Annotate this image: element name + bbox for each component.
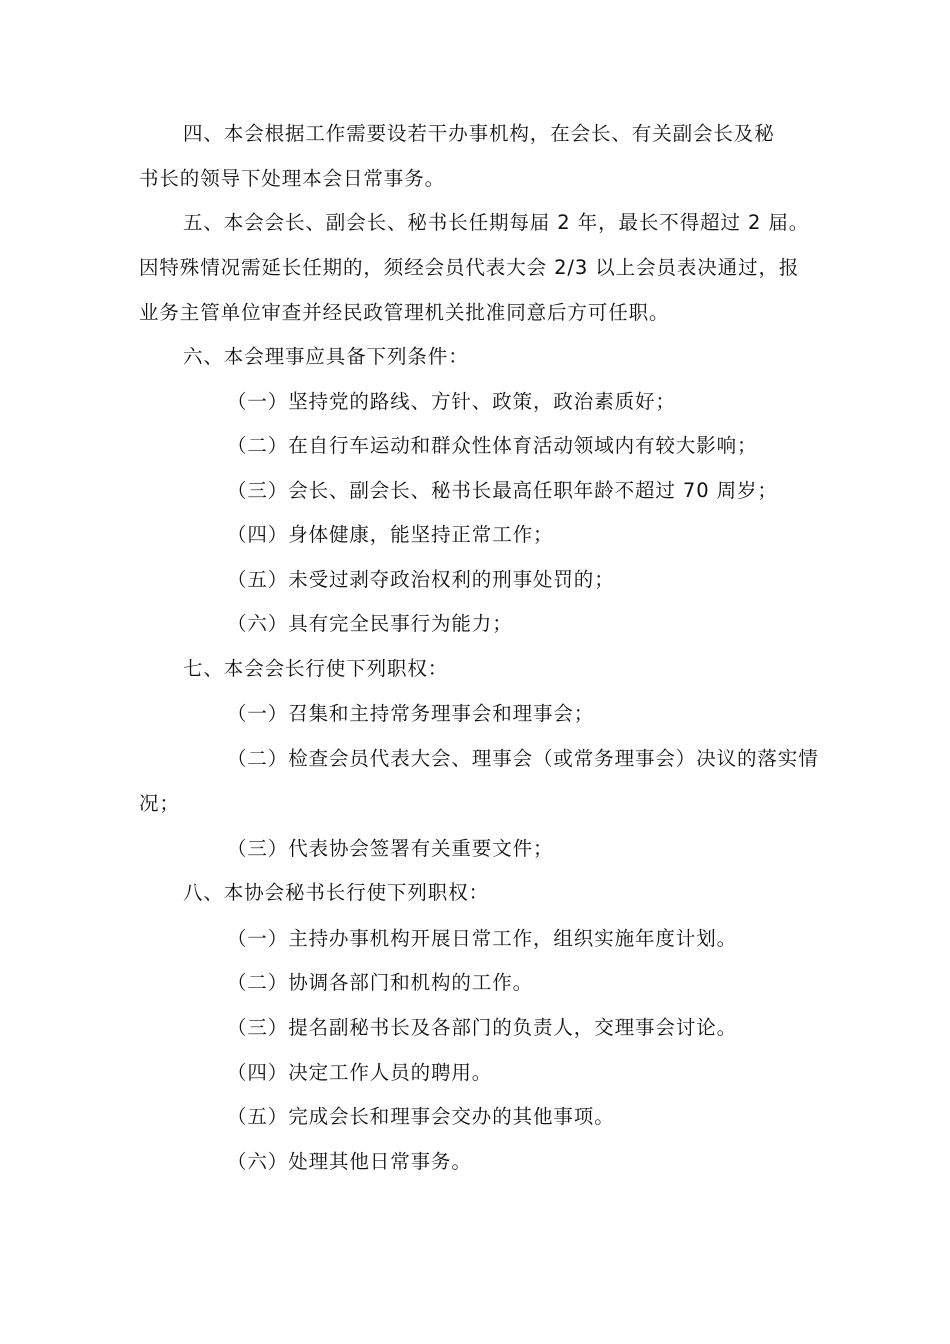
- section-heading: 六、本会理事应具备下列条件：: [183, 345, 469, 368]
- list-item: （三）会长、副会长、秘书长最高任职年龄不超过 70 周岁；: [227, 479, 778, 502]
- list-item: （一）坚持党的路线、方针、政策，政治素质好；: [227, 390, 676, 413]
- list-item: （四）决定工作人员的聘用。: [227, 1061, 493, 1084]
- paragraph-line: 五、本会会长、副会长、秘书长任期每届 2 年，最长不得超过 2 届。: [183, 211, 810, 234]
- list-item: （二）检查会员代表大会、理事会（或常务理事会）决议的落实情: [227, 747, 819, 770]
- paragraph-line: 书长的领导下处理本会日常事务。: [139, 167, 446, 190]
- list-item: （三）代表协会签署有关重要文件；: [227, 837, 554, 860]
- list-item: （六）处理其他日常事务。: [227, 1150, 472, 1173]
- list-item: （二）在自行车运动和群众性体育活动领域内有较大影响；: [227, 434, 758, 457]
- list-item: （三）提名副秘书长及各部门的负责人，交理事会讨论。: [227, 1016, 738, 1039]
- section-heading: 七、本会会长行使下列职权：: [183, 657, 449, 680]
- paragraph-line: 业务主管单位审查并经民政管理机关批准同意后方可任职。: [139, 301, 670, 324]
- paragraph-line: 因特殊情况需延长任期的，须经会员代表大会 2/3 以上会员表决通过，报: [139, 256, 800, 279]
- section-heading: 八、本协会秘书长行使下列职权：: [183, 881, 490, 904]
- list-item: （一）主持办事机构开展日常工作，组织实施年度计划。: [227, 927, 738, 950]
- paragraph-line: 四、本会根据工作需要设若干办事机构，在会长、有关副会长及秘: [183, 122, 775, 145]
- list-item: （四）身体健康，能坚持正常工作；: [227, 523, 554, 546]
- list-item: （五）完成会长和理事会交办的其他事项。: [227, 1105, 615, 1128]
- list-item: （五）未受过剥夺政治权利的刑事处罚的；: [227, 568, 615, 591]
- list-item: （二）协调各部门和机构的工作。: [227, 971, 534, 994]
- list-item: （一）召集和主持常务理事会和理事会；: [227, 702, 595, 725]
- list-item-continuation: 况；: [139, 792, 180, 815]
- list-item: （六）具有完全民事行为能力；: [227, 612, 513, 635]
